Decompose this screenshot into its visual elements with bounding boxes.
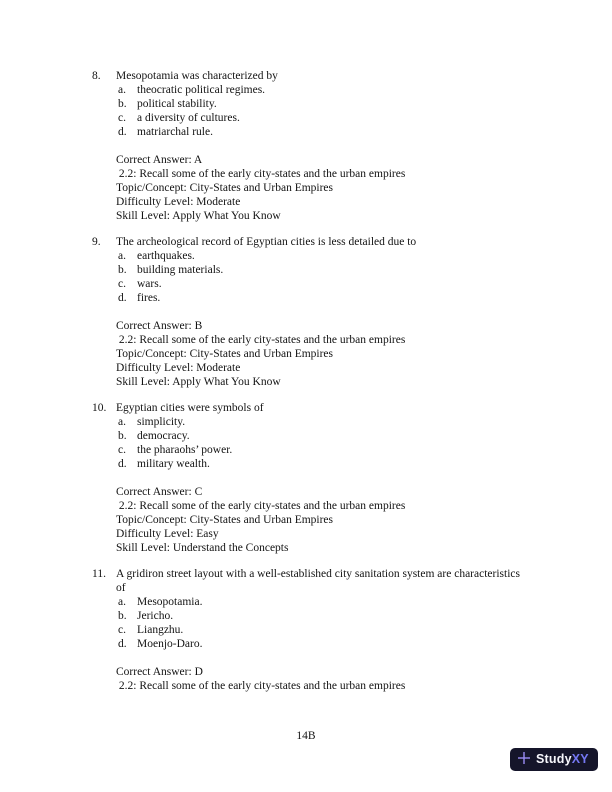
question-text: The archeological record of Egyptian cities is less detailed due to [116,236,417,248]
option-letter: b. [118,610,127,622]
option-letter: c. [118,444,126,456]
correct-answer-line: Correct Answer: C [116,486,203,498]
options-list [118,415,552,471]
option-row [118,125,552,139]
page-number: 14B [296,730,316,742]
answer-meta [116,153,552,223]
brand-name-primary: Study [536,752,572,767]
learning-objective-line: 2.2: Recall some of the early city-states and the urban empires [116,500,406,512]
learning-objective-line: 2.2: Recall some of the early city-states and the urban empires [116,168,406,180]
question-block [92,401,552,555]
option-text: wars. [137,278,162,290]
option-letter: c. [118,624,126,636]
option-letter: a. [118,250,126,262]
option-letter: d. [118,638,127,650]
question-block [92,69,552,223]
option-text: matriarchal rule. [137,126,213,138]
option-text: military wealth. [137,458,210,470]
question-number: 9. [92,236,101,248]
skill-level-line: Skill Level: Understand the Concepts [116,542,289,554]
option-row [118,277,552,291]
option-text: fires. [137,292,161,304]
option-row [118,83,552,97]
topic-concept-line: Topic/Concept: City-States and Urban Empires [116,348,334,360]
question-text-line2: of [116,582,126,594]
option-letter: c. [118,278,126,290]
skill-level-line: Skill Level: Apply What You Know [116,210,281,222]
topic-concept-line: Topic/Concept: City-States and Urban Empires [116,514,334,526]
learning-objective-line: 2.2: Recall some of the early city-states and the urban empires [116,680,406,692]
plus-icon [517,751,531,769]
option-row [118,291,552,305]
correct-answer-line: Correct Answer: D [116,666,203,678]
correct-answer-line: Correct Answer: A [116,154,203,166]
question-text: Egyptian cities were symbols of [116,402,264,414]
difficulty-level-line: Difficulty Level: Moderate [116,362,241,374]
options-list [118,595,552,651]
option-text: the pharaohs’ power. [137,444,233,456]
option-letter: d. [118,458,127,470]
option-row [118,457,552,471]
answer-meta [116,485,552,555]
option-letter: a. [118,84,126,96]
option-text: Moenjo-Daro. [137,638,203,650]
option-text: Jericho. [137,610,174,622]
option-letter: d. [118,292,127,304]
option-row [118,429,552,443]
option-row [118,623,552,637]
question-text-line1: A gridiron street layout with a well-established city sanitation system are characteristics [116,568,520,580]
brand-name-accent: XY [571,752,589,767]
topic-concept-line: Topic/Concept: City-States and Urban Empires [116,182,334,194]
question-text: Mesopotamia was characterized by [116,70,278,82]
option-letter: d. [118,126,127,138]
question-number: 8. [92,70,101,82]
learning-objective-line: 2.2: Recall some of the early city-states and the urban empires [116,334,406,346]
difficulty-level-line: Difficulty Level: Easy [116,528,219,540]
option-text: political stability. [137,98,217,110]
question-block [92,567,552,693]
correct-answer-line: Correct Answer: B [116,320,203,332]
option-text: a diversity of cultures. [137,112,240,124]
answer-meta [116,319,552,389]
difficulty-level-line: Difficulty Level: Moderate [116,196,241,208]
question-block [92,235,552,389]
brand-name [536,753,589,766]
option-text: Liangzhu. [137,624,184,636]
question-number: 10. [92,402,107,414]
option-letter: b. [118,264,127,276]
option-letter: b. [118,430,127,442]
option-row [118,249,552,263]
option-letter: b. [118,98,127,110]
option-text: theocratic political regimes. [137,84,266,96]
options-list [118,83,552,139]
question-text [116,567,546,595]
option-row [118,111,552,125]
option-text: building materials. [137,264,224,276]
option-text: Mesopotamia. [137,596,203,608]
option-letter: c. [118,112,126,124]
answer-meta [116,665,552,693]
option-row [118,609,552,623]
options-list [118,249,552,305]
option-row [118,263,552,277]
option-row [118,637,552,651]
option-letter: a. [118,596,126,608]
option-row [118,443,552,457]
option-row [118,97,552,111]
questions-list [92,69,552,705]
option-text: simplicity. [137,416,186,428]
option-text: democracy. [137,430,190,442]
question-number: 11. [92,568,106,580]
skill-level-line: Skill Level: Apply What You Know [116,376,281,388]
option-row [118,595,552,609]
option-letter: a. [118,416,126,428]
option-text: earthquakes. [137,250,195,262]
option-row [118,415,552,429]
studyxy-logo-badge [510,748,598,771]
